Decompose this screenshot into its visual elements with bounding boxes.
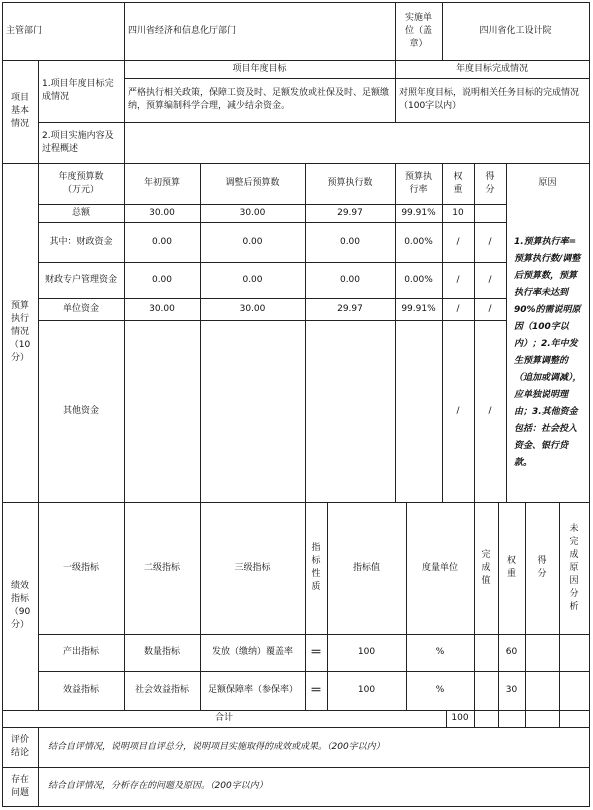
perf-row-nature: ＝ [309, 683, 322, 697]
perf-header-done: 完成值 [481, 549, 491, 586]
budget-row-score: / [488, 303, 492, 314]
budget-row-weight: / [456, 236, 460, 247]
problems-text: 结合自评情况，分析存在的问题及原因。（200字以内） [48, 781, 268, 791]
goal-row-label: 1.项目年度目标完成情况 [42, 79, 114, 102]
budget-row-init: 0.00 [151, 236, 173, 247]
budget-row-score: / [488, 274, 492, 285]
budget-row-score [474, 204, 506, 222]
perf-row-l3: 足额保障率（参保率） [208, 685, 299, 695]
budget-row-score: / [488, 236, 492, 247]
goal-header: 项目年度目标 [232, 63, 287, 74]
dept-label: 主管部门 [6, 25, 43, 36]
budget-row-name: 总额 [71, 207, 90, 218]
budget-row-rate: 99.91% [401, 303, 436, 314]
budget-row-rate: 0.00% [404, 274, 433, 285]
col-budget-header: 年度预算数（万元） [58, 171, 104, 195]
perf-row-weight: 30 [505, 685, 518, 695]
budget-row-rate: 99.91% [401, 207, 436, 218]
perf-header-l1: 一级指标 [62, 562, 99, 573]
perf-header-value: 指标值 [352, 562, 380, 573]
budget-row-rate [395, 320, 442, 502]
budget-row-init: 30.00 [149, 303, 175, 314]
budget-row-weight: / [456, 405, 460, 416]
budget-row-init: 30.00 [149, 207, 175, 218]
perf-row-nature: ＝ [309, 645, 322, 659]
col-init-header: 年初预算 [143, 178, 180, 188]
divider [525, 710, 526, 727]
perf-row-value: 100 [357, 685, 376, 695]
impl-label: 实施单位（盖章） [404, 12, 432, 49]
perf-row-weight: 60 [505, 647, 518, 657]
budget-row-exec: 0.00 [339, 236, 361, 247]
col-adj-header: 调整后预算数 [225, 178, 280, 188]
budget-row-weight: / [456, 274, 460, 285]
perf-row-l2: 数量指标 [143, 647, 180, 657]
perf-header-nature: 指标性质 [311, 543, 321, 592]
perf-header-weight: 权重 [506, 556, 516, 579]
budget-row-exec [305, 320, 395, 502]
col-weight-header: 权重 [453, 171, 463, 195]
budget-row-name: 其他资金 [62, 405, 99, 416]
divider [559, 710, 560, 727]
perf-header-reason: 未完成原因分析 [569, 523, 579, 612]
budget-row-adj: 30.00 [239, 207, 266, 218]
budget-row-init [124, 320, 200, 502]
budget-row-adj: 0.00 [242, 236, 263, 247]
border-bottom [2, 806, 590, 807]
budget-row-score: / [488, 405, 492, 416]
perf-row-reason [559, 671, 589, 710]
perf-row-score [525, 634, 559, 671]
perf-header-score: 得分 [537, 556, 547, 579]
perf-row-score [525, 671, 559, 710]
impl-content-label: 2.项目实施内容及过程概述 [42, 130, 114, 154]
col-score-header: 得分 [485, 171, 495, 195]
budget-row-init: 0.00 [151, 274, 173, 285]
conclusion-label: 评价结论 [11, 735, 30, 758]
budget-row-exec: 0.00 [339, 274, 361, 285]
budget-row-adj: 30.00 [239, 303, 266, 314]
perf-row-l1: 效益指标 [62, 685, 99, 695]
perf-row-unit: % [435, 647, 445, 657]
performance-section-label: 绩效指标（90分） [9, 581, 31, 630]
total-weight: 100 [451, 713, 469, 723]
divider [498, 710, 499, 727]
col-exec-header: 预算执行数 [327, 178, 373, 188]
problems-label: 存在问题 [11, 774, 30, 798]
budget-row-weight: / [456, 303, 460, 314]
perf-row-l1: 产出指标 [62, 647, 99, 657]
done-text: 对照年度目标，说明相关任务目标的完成情况（100字以内） [399, 88, 580, 111]
perf-row-reason [559, 634, 589, 671]
perf-header-l2: 二级指标 [143, 562, 180, 573]
perf-row-l3: 发放（缴纳）覆盖率 [211, 647, 293, 657]
perf-row-unit: % [435, 685, 445, 695]
budget-row-adj: 0.00 [242, 274, 263, 285]
border-right [589, 2, 590, 807]
budget-row-adj [200, 320, 305, 502]
perf-header-unit: 度量单位 [421, 562, 458, 573]
budget-reason-note: 1.预算执行率=预算执行数/调整后预算数，预算执行率未达到90%的需说明原因（100字以内）；2.年中发生预算调整的（追加或调减），应单独说明理由；3.其他资金包括：社会投入资金、银行贷款。 [514, 237, 582, 468]
budget-row-exec: 29.97 [337, 303, 363, 314]
done-header: 年度目标完成情况 [455, 63, 528, 74]
budget-row-name: 财政专户管理资金 [44, 274, 117, 285]
total-label: 合计 [214, 713, 233, 723]
perf-row-l2: 社会效益指标 [134, 685, 189, 695]
budget-section-label: 预算执行情况（10分） [9, 301, 31, 363]
perf-row-value: 100 [357, 647, 376, 657]
dept-value: 四川省经济和信息化厅部门 [128, 25, 237, 36]
col-rate-header: 预算执行率 [404, 171, 432, 195]
perf-row-done [474, 634, 498, 671]
col-reason-header: 原因 [538, 178, 557, 188]
impl-value: 四川省化工设计院 [479, 25, 552, 36]
budget-row-name: 单位资金 [62, 303, 99, 314]
perf-row-done [474, 671, 498, 710]
budget-row-weight: 10 [452, 207, 464, 218]
budget-row-exec: 29.97 [337, 207, 363, 218]
divider [474, 710, 475, 727]
project-section-label: 项目基本情况 [10, 93, 29, 129]
budget-row-rate: 0.00% [404, 236, 433, 247]
goal-text: 严格执行相关政策，保障工资及时、足额发放或社保及时、足额缴纳，预算编制科学合理，减少结余资金。 [128, 88, 390, 111]
perf-header-l3: 三级指标 [234, 562, 271, 573]
conclusion-text: 结合自评情况，说明项目自评总分，说明项目实施取得的成效或成果。（200字以内） [48, 741, 385, 752]
budget-row-name: 其中：财政资金 [49, 236, 113, 247]
